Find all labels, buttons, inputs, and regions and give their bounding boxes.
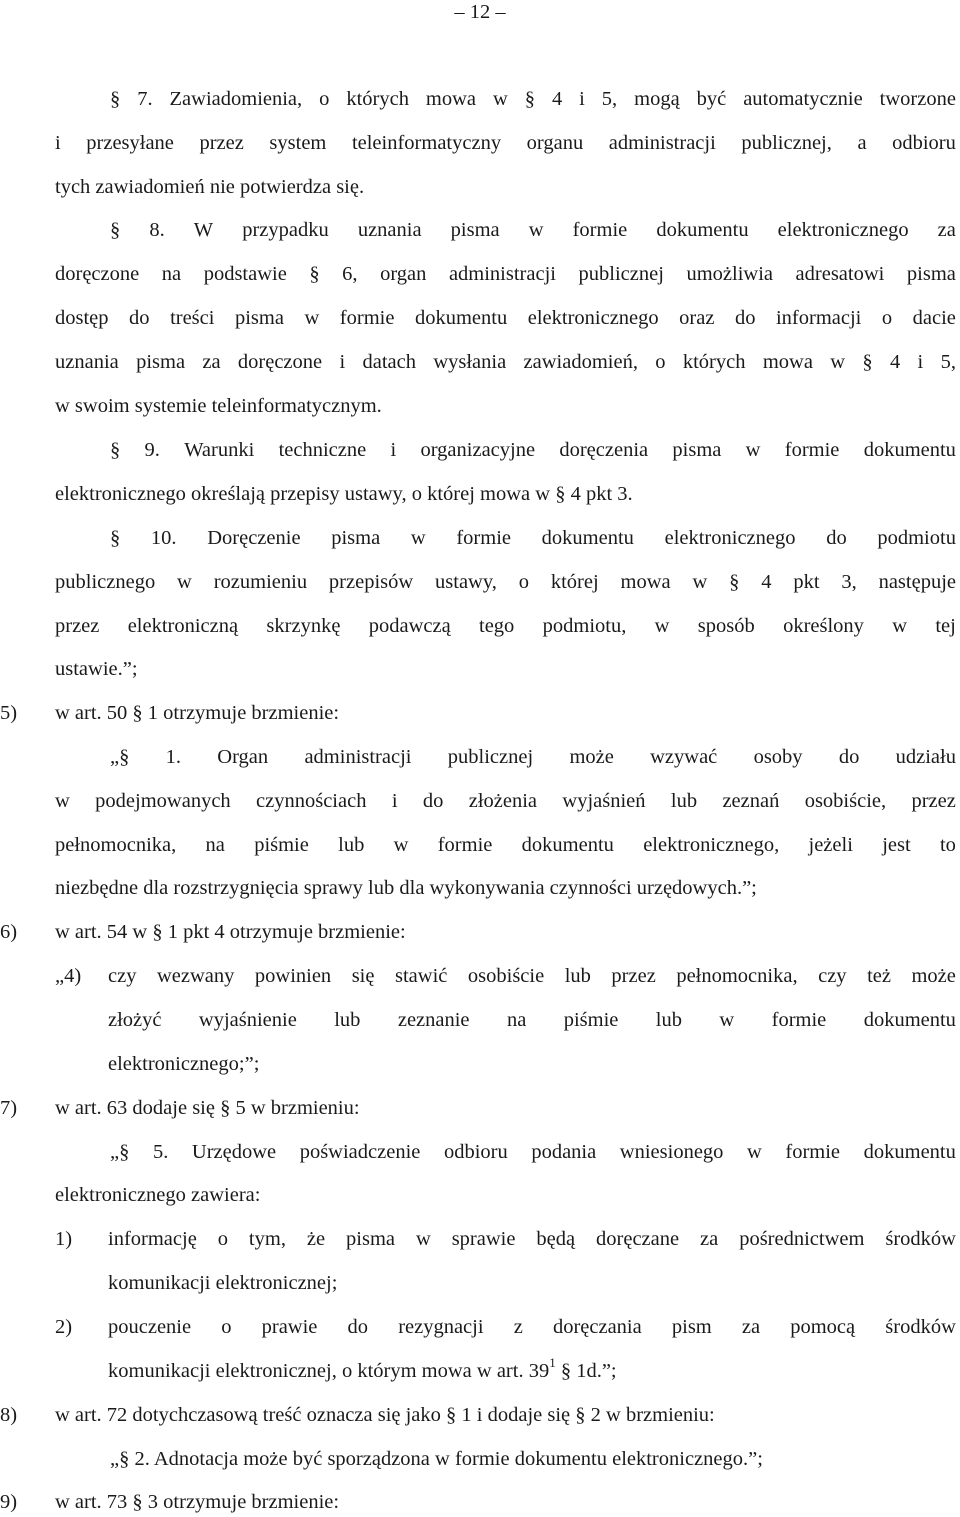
word: w [55, 790, 70, 812]
word: czynnościach [256, 790, 367, 812]
paragraph-line: elektronicznego określają przepisy ustawy, o której mowa w § 4 pkt 3. [55, 483, 633, 505]
word: i [579, 88, 585, 110]
word: § [729, 571, 740, 593]
item-number: 7) [0, 1097, 18, 1119]
word: podmiotu, [542, 615, 627, 637]
word: dokumentu [414, 307, 508, 329]
word: do [347, 1316, 369, 1338]
paragraph-line: w swoim systemie teleinformatycznym. [55, 395, 382, 417]
word: w [415, 1228, 431, 1250]
word: podstawie [203, 263, 287, 285]
word: pisma [136, 351, 186, 373]
word: elektroniczną [127, 615, 239, 637]
page-number: – 12 – [454, 1, 506, 23]
word: doręczone [237, 351, 323, 373]
word: system [269, 132, 327, 154]
word: i [917, 351, 924, 373]
word: w [692, 571, 708, 593]
word: 7. [137, 88, 153, 110]
paragraph-line: „§ 2. Adnotacja może być sporządzona w formie dokumentu elektronicznego.”; [110, 1448, 763, 1470]
paragraph-line [55, 568, 956, 596]
subitem-line [108, 962, 956, 990]
word: dacie [912, 307, 956, 329]
paragraph-line [110, 743, 956, 771]
word: formie [785, 1141, 841, 1163]
word: techniczne [278, 439, 367, 461]
word: w [393, 834, 409, 856]
word: oraz [679, 307, 715, 329]
word: tej [935, 615, 956, 637]
word: Doręczenie [207, 527, 301, 549]
word: 9. [144, 439, 160, 461]
paragraph-line [55, 304, 956, 332]
word: wyjaśnień [562, 790, 646, 812]
word: wysłania [433, 351, 507, 373]
word: dokumentu [656, 219, 749, 241]
word: mowa [425, 88, 477, 110]
word: podejmowanych [95, 790, 231, 812]
subitem-number: „4) [55, 965, 82, 987]
word: udziału [895, 746, 956, 768]
word: § [309, 263, 320, 285]
word: których [682, 351, 746, 373]
word: informację [108, 1228, 197, 1250]
word: publicznej [447, 746, 534, 768]
word: administracji [304, 746, 412, 768]
word: formie [456, 527, 511, 549]
word: dokumentu [521, 834, 614, 856]
word: pośrednictwem [739, 1228, 865, 1250]
word: podmiotu [877, 527, 956, 549]
paragraph-line [110, 1138, 956, 1166]
word: stawić [395, 965, 448, 987]
word: 5, [940, 351, 956, 373]
word: formie [771, 1009, 827, 1031]
word: przez [911, 790, 956, 812]
word: złożyć [108, 1009, 162, 1031]
word: za [937, 219, 956, 241]
word: pisma [450, 219, 500, 241]
subitem-line: elektronicznego;”; [108, 1053, 260, 1075]
word: w [745, 439, 761, 461]
word: do [826, 527, 847, 549]
subitem-line [108, 1313, 956, 1341]
paragraph-line [55, 260, 956, 288]
word: powinien [254, 965, 332, 987]
item-line: w art. 73 § 3 otrzymuje brzmienie: [55, 1491, 340, 1513]
word: zeznanie [397, 1009, 470, 1031]
word: osoby [753, 746, 803, 768]
word: organu [526, 132, 584, 154]
word: 4 [551, 88, 563, 110]
superscript: 1 [549, 1355, 556, 1371]
word: i [55, 132, 61, 154]
word: pisma [234, 307, 284, 329]
word: organizacyjne [420, 439, 536, 461]
word: do [838, 746, 860, 768]
word: mogą [634, 88, 680, 110]
word: przez [611, 965, 656, 987]
subitem-line [108, 1357, 617, 1385]
word: za [741, 1316, 761, 1338]
subitem-text-end: § 1d.”; [555, 1360, 617, 1382]
word: dokumentu [863, 1009, 956, 1031]
word: formie [784, 439, 840, 461]
word: których [346, 88, 409, 110]
word: lub [334, 1009, 361, 1031]
word: pełnomocnika, [676, 965, 798, 987]
subitem-line [108, 1006, 956, 1034]
word: czy [108, 965, 137, 987]
word: mowa [762, 351, 813, 373]
word: Urzędowe [191, 1141, 277, 1163]
item-number: 8) [0, 1404, 18, 1426]
paragraph-line [55, 129, 956, 157]
word: doręczane [596, 1228, 680, 1250]
subitem-number: 1) [55, 1228, 73, 1250]
word: pism [671, 1316, 712, 1338]
word: administracji [608, 132, 716, 154]
word: w [654, 615, 670, 637]
paragraph-line: ustawie.”; [55, 658, 138, 680]
item-number: 9) [0, 1491, 18, 1513]
word: teleinformatyczny [351, 132, 502, 154]
word: do [422, 790, 444, 812]
word: o [221, 1316, 232, 1338]
word: administracji [448, 263, 556, 285]
word: 10. [150, 527, 177, 549]
word: do [129, 307, 150, 329]
word: i [390, 439, 397, 461]
word: dokumentu [863, 1141, 956, 1163]
word: podawczą [368, 615, 451, 637]
word: przez [55, 615, 100, 637]
paragraph-line [55, 348, 956, 376]
word: lub [564, 965, 591, 987]
word: że [306, 1228, 326, 1250]
word: może [911, 965, 956, 987]
word: o [655, 351, 666, 373]
word: środków [885, 1316, 956, 1338]
word: 4 [761, 571, 772, 593]
subitem-number: 2) [55, 1316, 73, 1338]
word: Zawiadomienia, [169, 88, 303, 110]
subitem-line: komunikacji elektronicznej; [108, 1272, 338, 1294]
word: zawiadomień, [523, 351, 638, 373]
word: uznania [55, 351, 119, 373]
word: też [867, 965, 891, 987]
word: 5, [601, 88, 618, 110]
word: prawie [261, 1316, 318, 1338]
item-number: 5) [0, 702, 18, 724]
word: to [939, 834, 956, 856]
word: następuje [878, 571, 956, 593]
word: publicznej [578, 263, 664, 285]
word: o [217, 1228, 228, 1250]
item-line: w art. 50 § 1 otrzymuje brzmienie: [55, 702, 340, 724]
word: odbioru [892, 132, 956, 154]
word: uznania [357, 219, 422, 241]
word: doręczenia [559, 439, 649, 461]
word: wyjaśnienie [198, 1009, 297, 1031]
word: wezwany [156, 965, 235, 987]
word: 4 [889, 351, 901, 373]
word: przesyłane [86, 132, 174, 154]
word: zeznań [722, 790, 780, 812]
word: Warunki [184, 439, 255, 461]
subitem-text: komunikacji elektronicznej, o którym mowa w art. 39 [108, 1360, 550, 1382]
word: i [339, 351, 346, 373]
word: 6, [342, 263, 358, 285]
word: rezygnacji [398, 1316, 484, 1338]
word: Organ [217, 746, 269, 768]
word: § [110, 219, 121, 241]
word: elektronicznego [664, 527, 796, 549]
word: o [518, 571, 529, 593]
word: z [513, 1316, 523, 1338]
word: w [492, 88, 508, 110]
word: tworzone [879, 88, 956, 110]
word: pkt [793, 571, 820, 593]
word: i [391, 790, 398, 812]
item-line: w art. 63 dodaje się § 5 w brzmieniu: [55, 1097, 360, 1119]
word: treści [170, 307, 215, 329]
word: złożenia [468, 790, 538, 812]
word: sprawie [451, 1228, 516, 1250]
word: § [524, 88, 535, 110]
word: jest [882, 834, 911, 856]
word: tego [479, 615, 515, 637]
word: w [177, 571, 192, 593]
word: określony [783, 615, 864, 637]
word: przypadku [242, 219, 329, 241]
word: będą [536, 1228, 576, 1250]
word: w [719, 1009, 735, 1031]
word: adresatowi [795, 263, 885, 285]
item-line: w art. 54 w § 1 pkt 4 otrzymuje brzmienie: [55, 921, 406, 943]
paragraph-line [110, 524, 956, 552]
word: 5. [152, 1141, 169, 1163]
word: elektronicznego [777, 219, 909, 241]
word: „§ [110, 1141, 130, 1163]
word: ustawy, [435, 571, 497, 593]
word: przez [199, 132, 244, 154]
word: środków [885, 1228, 956, 1250]
word: w [747, 1141, 762, 1163]
word: 1. [165, 746, 182, 768]
word: dokumentu [541, 527, 634, 549]
paragraph-line [110, 436, 956, 464]
word: w [304, 307, 320, 329]
word: 3, [841, 571, 857, 593]
word: doręczone [55, 263, 140, 285]
word: doręczania [552, 1316, 642, 1338]
word: publicznej, [741, 132, 832, 154]
word: jeżeli [808, 834, 853, 856]
word: za [700, 1228, 719, 1250]
paragraph-line: tych zawiadomień nie potwierdza się. [55, 176, 365, 198]
word: czy [818, 965, 847, 987]
word: osobiście [467, 965, 545, 987]
word: mowa [620, 571, 671, 593]
word: tym, [248, 1228, 286, 1250]
word: § [862, 351, 873, 373]
word: na [161, 263, 182, 285]
paragraph-line [55, 787, 956, 815]
word: lub [670, 790, 698, 812]
word: elektronicznego, [643, 834, 780, 856]
word: osobiście, [804, 790, 887, 812]
paragraph-line [55, 612, 956, 640]
word: w [528, 219, 544, 241]
paragraph-line [110, 216, 956, 244]
word: formie [572, 219, 628, 241]
paragraph-line: elektronicznego zawiera: [55, 1184, 261, 1206]
word: pełnomocnika, [55, 834, 177, 856]
word: piśmie [254, 834, 309, 856]
word: w [830, 351, 846, 373]
word: pisma [346, 1228, 395, 1250]
word: formie [437, 834, 493, 856]
word: informacji [775, 307, 862, 329]
word: której [550, 571, 599, 593]
word: dostęp [55, 307, 109, 329]
word: publicznego [55, 571, 156, 593]
word: poświadczenie [299, 1141, 421, 1163]
word: podania [531, 1141, 597, 1163]
word: pouczenie [108, 1316, 192, 1338]
word: odbioru [443, 1141, 508, 1163]
paragraph-line [55, 831, 956, 859]
word: się [351, 965, 375, 987]
word: pisma [906, 263, 956, 285]
word: automatycznie [743, 88, 863, 110]
word: piśmie [563, 1009, 619, 1031]
word: organ [380, 263, 427, 285]
paragraph-line: niezbędne dla rozstrzygnięcia sprawy lub dla wykonywania czynności urzędowych.”; [55, 877, 757, 899]
word: o [319, 88, 330, 110]
word: rozumieniu [213, 571, 308, 593]
word: lub [655, 1009, 682, 1031]
word: może [569, 746, 614, 768]
word: za [202, 351, 221, 373]
word: § [110, 439, 121, 461]
word: dokumentu [863, 439, 956, 461]
word: do [734, 307, 756, 329]
word: 8. [149, 219, 165, 241]
word: „§ [110, 746, 130, 768]
word: być [696, 88, 727, 110]
word: w [892, 615, 908, 637]
word: § [110, 527, 121, 549]
word: pomocą [790, 1316, 856, 1338]
word: sposób [697, 615, 755, 637]
word: przepisów [328, 571, 414, 593]
word: na [506, 1009, 527, 1031]
word: elektronicznego [527, 307, 659, 329]
word: na [205, 834, 225, 856]
word: datach [362, 351, 416, 373]
word: a [857, 132, 867, 154]
word: lub [338, 834, 365, 856]
paragraph-line [110, 85, 956, 113]
word: w [410, 527, 426, 549]
word: formie [339, 307, 395, 329]
word: wniesionego [619, 1141, 724, 1163]
item-line: w art. 72 dotychczasową treść oznacza się jako § 1 i dodaje się § 2 w brzmieniu: [55, 1404, 715, 1426]
word: wzywać [650, 746, 718, 768]
word: pisma [672, 439, 722, 461]
subitem-line [108, 1225, 956, 1253]
word: § [110, 88, 121, 110]
word: W [193, 219, 214, 241]
word: o [881, 307, 893, 329]
item-number: 6) [0, 921, 18, 943]
word: pisma [331, 527, 381, 549]
word: skrzynkę [266, 615, 341, 637]
word: umożliwia [686, 263, 773, 285]
